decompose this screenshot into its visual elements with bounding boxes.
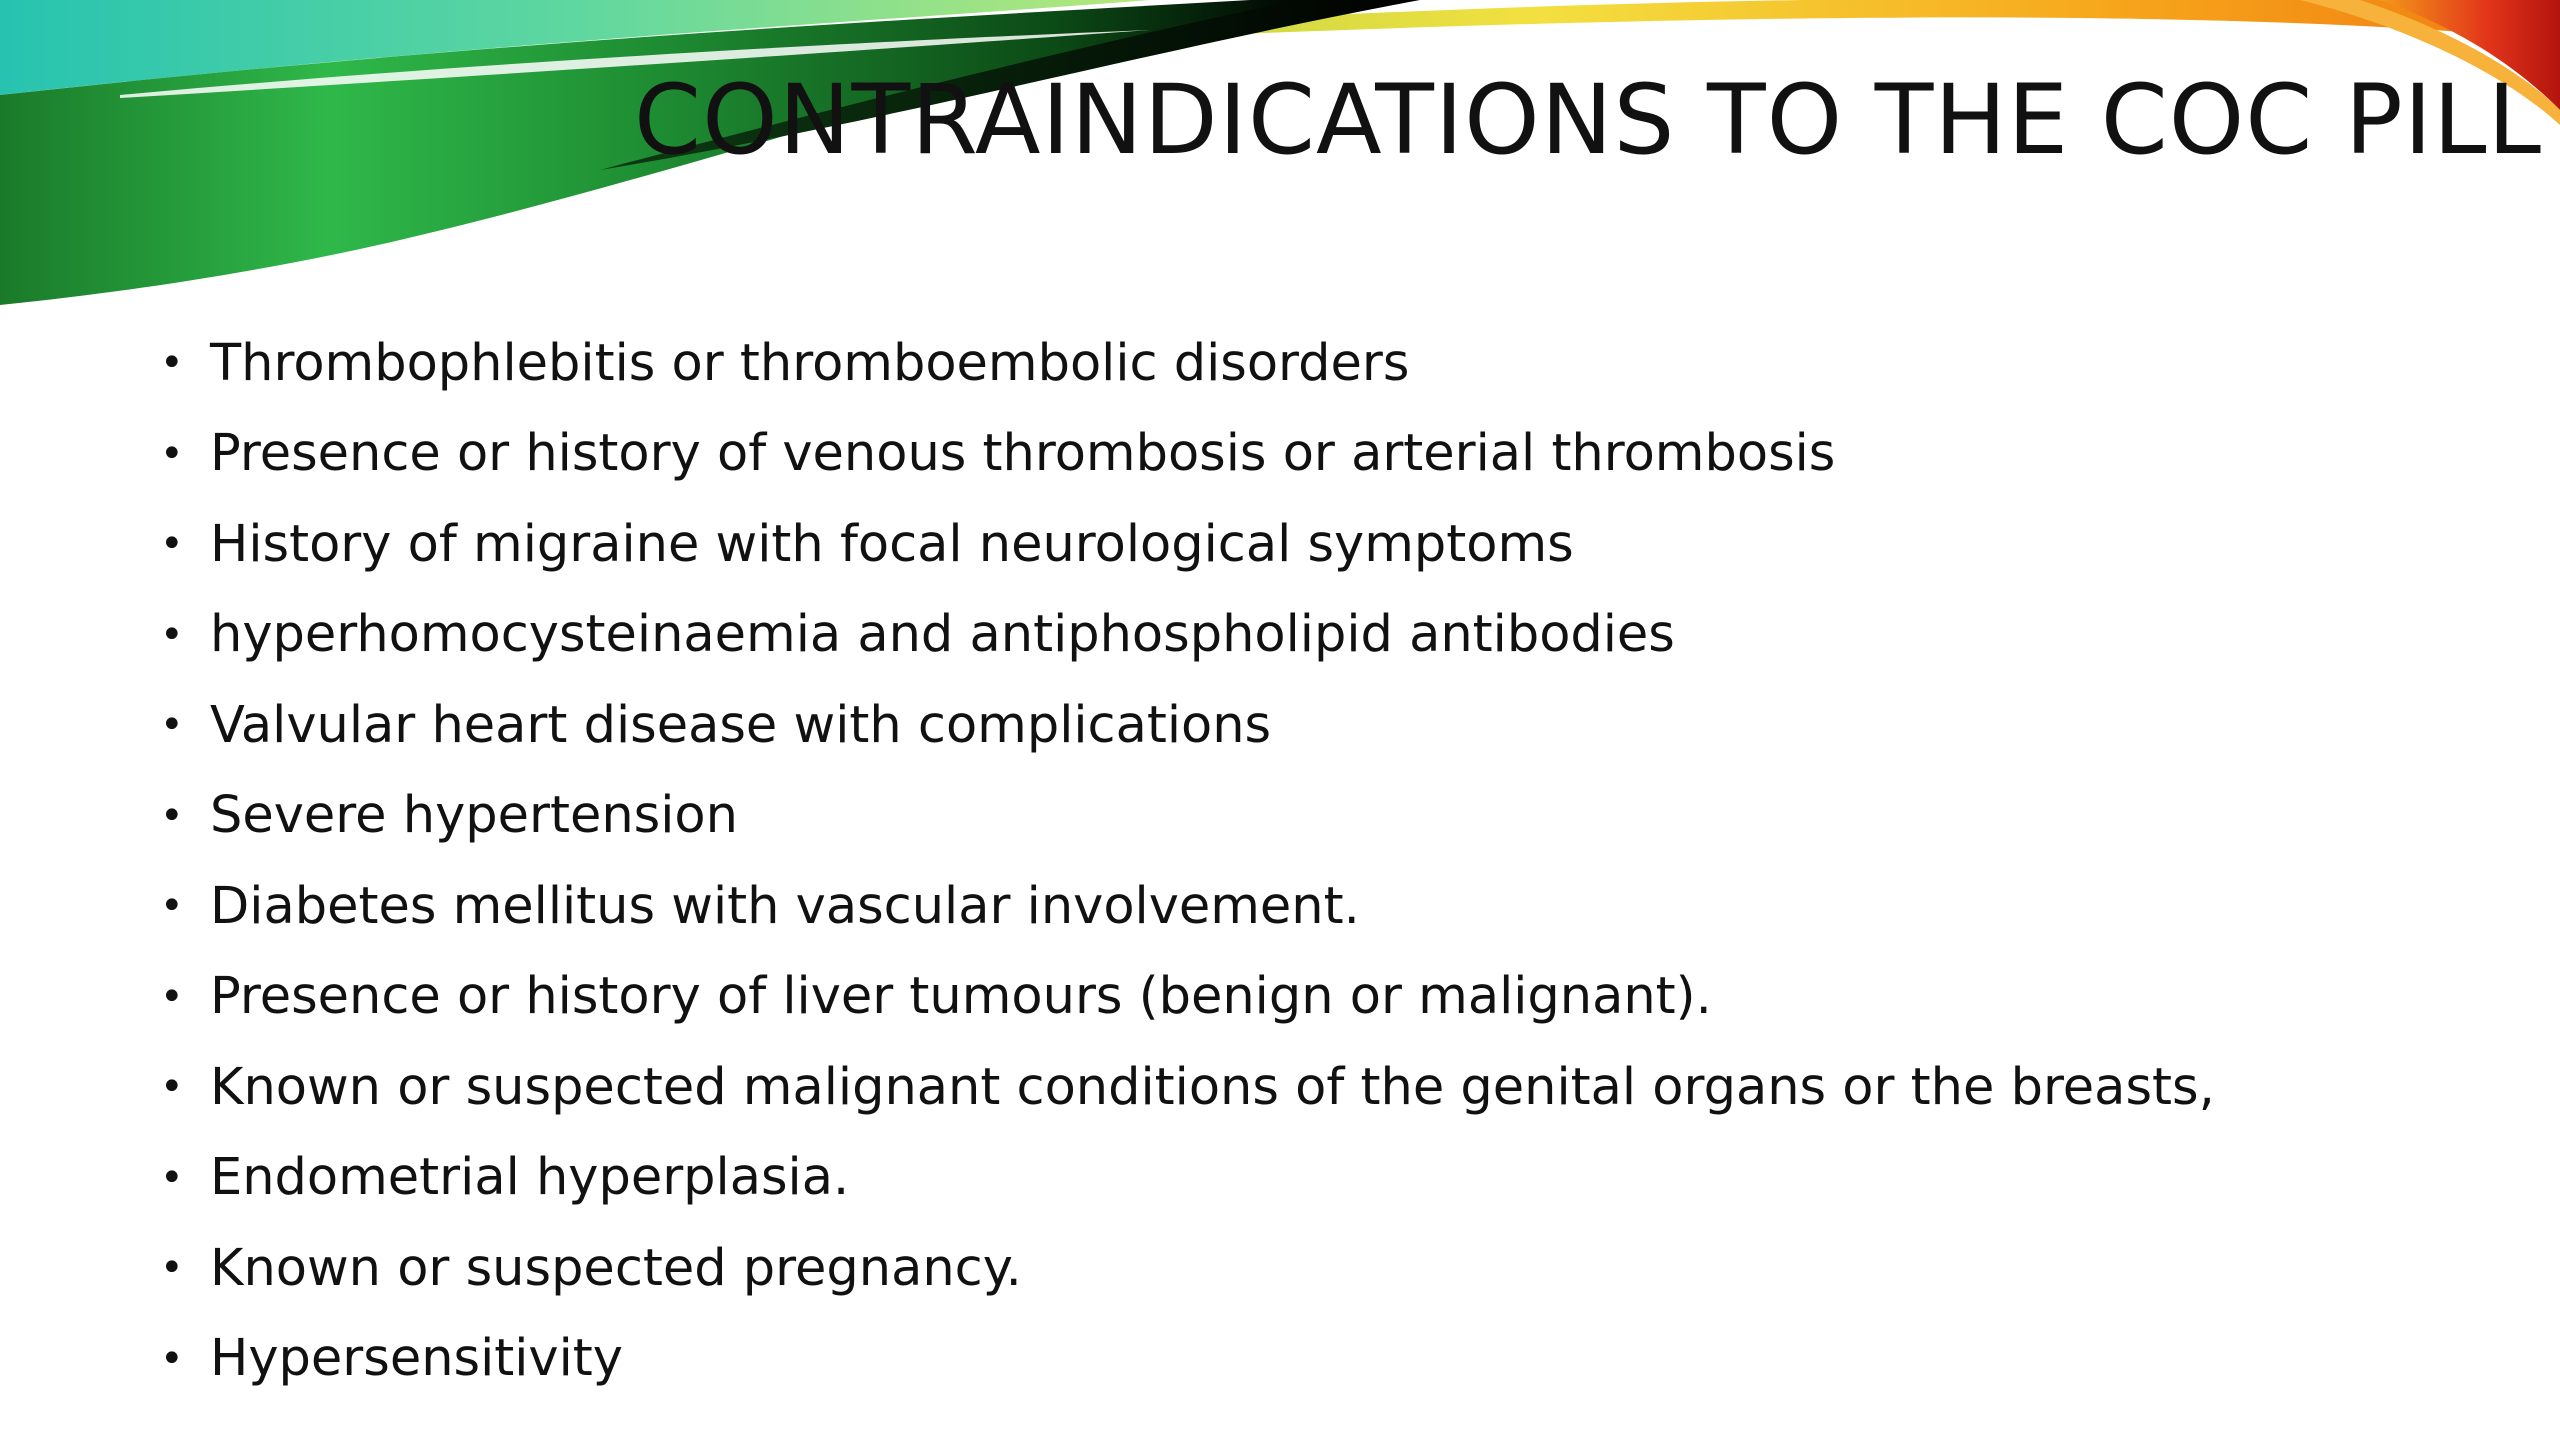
- bullet-icon: •: [160, 1245, 184, 1292]
- list-item: [160, 499, 2460, 590]
- bullet-icon: •: [160, 611, 184, 658]
- list-item-text: Presence or history of venous thrombosis or arterial thrombosis: [210, 424, 1836, 484]
- bullet-icon: •: [160, 1335, 184, 1382]
- bullet-icon: •: [160, 883, 184, 930]
- list-item-text: Thrombophlebitis or thromboembolic disorders: [210, 333, 1410, 393]
- bullet-icon: •: [160, 1064, 184, 1111]
- bullet-icon: •: [160, 1154, 184, 1201]
- bullet-icon: •: [160, 702, 184, 749]
- list-item-text: Known or suspected malignant conditions of the genital organs or the breasts,: [210, 1057, 2215, 1117]
- list-item: [160, 1223, 2460, 1314]
- list-item-text: Diabetes mellitus with vascular involvement.: [210, 876, 1360, 936]
- list-item-text: Endometrial hyperplasia.: [210, 1148, 850, 1208]
- list-item: [160, 952, 2460, 1043]
- list-item-text: Severe hypertension: [210, 786, 738, 846]
- list-item: [160, 771, 2460, 862]
- list-item-text: Presence or history of liver tumours (benign or malignant).: [210, 967, 1712, 1027]
- list-item: [160, 1314, 2460, 1405]
- list-item: [160, 590, 2460, 681]
- list-item: [160, 861, 2460, 952]
- bullet-icon: •: [160, 973, 184, 1020]
- bullet-icon: •: [160, 340, 184, 387]
- bullet-icon: •: [160, 792, 184, 839]
- list-item-text: Hypersensitivity: [210, 1329, 623, 1389]
- bullet-list: [160, 318, 2460, 1404]
- list-item: [160, 409, 2460, 500]
- list-item-text: History of migraine with focal neurological symptoms: [210, 514, 1574, 574]
- list-item: [160, 318, 2460, 409]
- slide-title: CONTRAINDICATIONS TO THE COC PILL: [634, 64, 2542, 176]
- list-item-text: Known or suspected pregnancy.: [210, 1238, 1022, 1298]
- list-item-text: Valvular heart disease with complications: [210, 695, 1272, 755]
- list-item-text: hyperhomocysteinaemia and antiphospholipid antibodies: [210, 605, 1675, 665]
- bullet-icon: •: [160, 430, 184, 477]
- list-item: [160, 1042, 2460, 1133]
- list-item: [160, 1133, 2460, 1224]
- bullet-icon: •: [160, 521, 184, 568]
- list-item: [160, 680, 2460, 771]
